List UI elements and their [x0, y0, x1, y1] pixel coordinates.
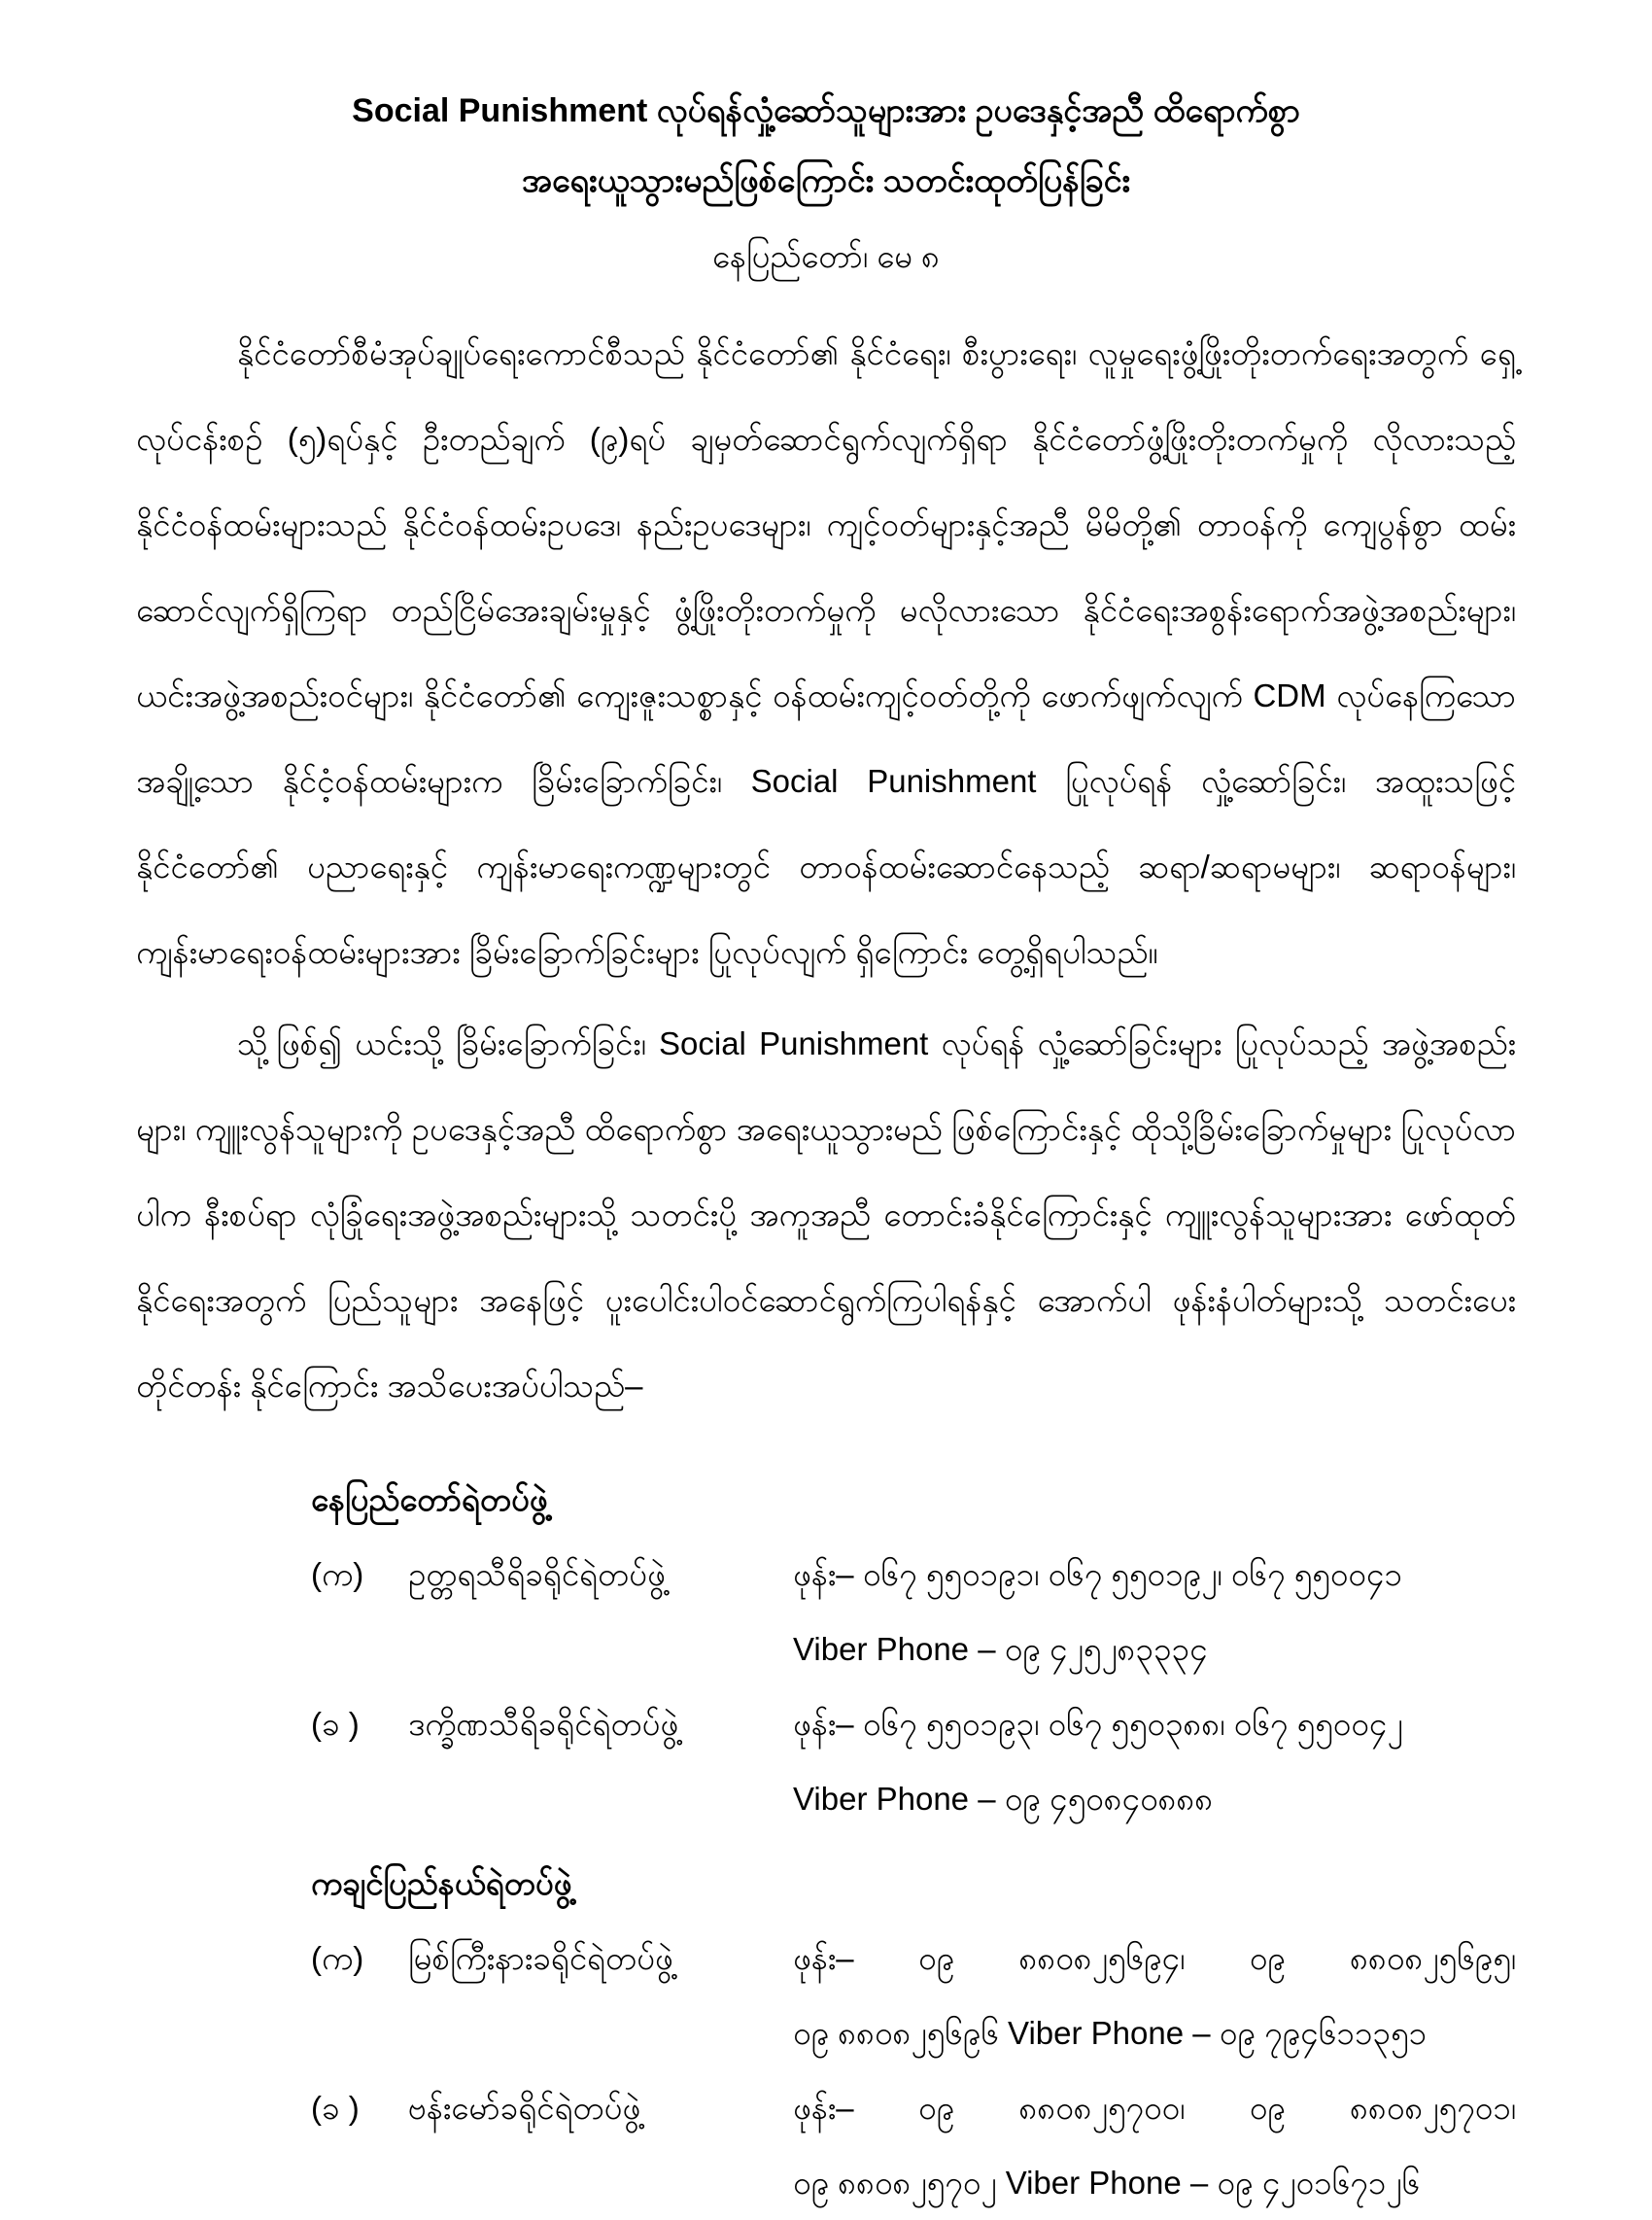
phone-line-1: ဖုန်း– ၀၉ ၈၈၀၈၂၅၇၀၀၊ ၀၉ ၈၈၀၈၂၅၇၀၁၊: [793, 2090, 1516, 2126]
list-item: [311, 1537, 1516, 1686]
contact-list: [311, 1462, 1516, 2220]
item-name: ဒက္ခိဏသီရိခရိုင်ရဲတပ်ဖွဲ့: [408, 1706, 679, 1742]
list-item: [311, 1686, 1516, 1836]
item-label: (က): [311, 1556, 364, 1592]
phone-line-2: Viber Phone – ၀၉ ၄၅၀၈၄၀၈၈၈: [793, 1781, 1214, 1817]
list-item: [311, 1921, 1516, 2070]
dateline: နေပြည်တော်၊ မေ ၈: [711, 238, 941, 274]
phone-line-2: Viber Phone – ၀၉ ၄၂၅၂၈၃၃၃၄: [793, 1631, 1208, 1667]
item-phones: [793, 2070, 1516, 2220]
item-label: (ခ ): [311, 1706, 360, 1742]
item-name: ဗန်းမော်ခရိုင်ရဲတပ်ဖွဲ့: [408, 2090, 641, 2126]
title-line-2: အရေးယူသွားမည်ဖြစ်ကြောင်း သတင်းထုတ်ပြန်ခြင်း: [521, 162, 1131, 199]
phone-line-1: ဖုန်း– ၀၆၇ ၅၅၀၁၉၃၊ ၀၆၇ ၅၅၀၃၈၈၊ ၀၆၇ ၅၅၀၀၄၂: [793, 1706, 1403, 1742]
item-label: (က): [311, 1940, 364, 1976]
paragraph-2: သို့ဖြစ်၍ ယင်းသို့ ခြိမ်းခြောက်ခြင်း၊ Social Punishment လုပ်ရန် လှုံ့ဆော်ခြင်းများ ပြုလုပ်သည့် အဖွဲ့အစည်းများ၊ ကျူးလွန်သူများကို ဥပဒေနှင့်အညီ ထိရောက်စွာ အရေးယူသွားမည် ဖြစ်ကြောင်းနှင့် ထိုသို့ခြိမ်းခြောက်မှုများ ပြုလုပ်လာပါက နီးစပ်ရာ လုံခြုံရေးအဖွဲ့အစည်းများသို့ သတင်းပို့ အကူအညီ တောင်းခံနိုင်ကြောင်းနှင့် ကျူးလွန်သူများအား ဖော်ထုတ်နိုင်ရေးအတွက် ပြည်သူများ အနေဖြင့် ပူးပေါင်းပါဝင်ဆောင်ရွက်ကြပါရန်နှင့် အောက်ပါ ဖုန်းနံပါတ်များသို့ သတင်းပေးတိုင်တန်း နိုင်ကြောင်း အသိပေးအပ်ပါသည်–: [136, 1025, 1516, 1404]
item-phones: [793, 1686, 1516, 1836]
phone-line-1: ဖုန်း– ၀၆၇ ၅၅၀၁၉၁၊ ၀၆၇ ၅၅၀၁၉၂၊ ၀၆၇ ၅၅၀၀၄၁: [793, 1556, 1402, 1592]
document-title: [136, 76, 1516, 216]
item-name: ဥတ္တရသီရိခရိုင်ရဲတပ်ဖွဲ့: [408, 1556, 666, 1592]
list-item: [311, 2070, 1516, 2220]
phone-line-1: ဖုန်း– ၀၉ ၈၈၀၈၂၅၆၉၄၊ ၀၉ ၈၈၀၈၂၅၆၉၅၊: [793, 1940, 1516, 1976]
title-line-1: Social Punishment လုပ်ရန်လှုံ့ဆော်သူများအား ဥပဒေနှင့်အညီ ထိရောက်စွာ: [352, 92, 1300, 129]
item-label: (ခ ): [311, 2090, 360, 2126]
item-phones: [793, 1537, 1516, 1686]
phone-line-2: ၀၉ ၈၈၀၈၂၅၇၀၂ Viber Phone – ၀၉ ၄၂၀၁၆၇၁၂၆: [793, 2165, 1421, 2201]
phone-line-2: ၀၉ ၈၈၀၈၂၅၆၉၆ Viber Phone – ၀၉ ၇၉၄၆၁၁၃၅၁: [793, 2015, 1428, 2051]
item-name: မြစ်ကြီးနားခရိုင်ရဲတပ်ဖွဲ့: [408, 1940, 673, 1976]
item-phones: [793, 1921, 1516, 2070]
paragraph-1: နိုင်ငံတော်စီမံအုပ်ချုပ်ရေးကောင်စီသည် နိုင်ငံတော်၏ နိုင်ငံရေး၊ စီးပွားရေး၊ လူမှုရေးဖွံ့ဖြိုးတိုးတက်ရေးအတွက် ရှေ့လုပ်ငန်းစဉ် (၅)ရပ်နှင့် ဦးတည်ချက် (၉)ရပ် ချမှတ်ဆောင်ရွက်လျက်ရှိရာ နိုင်ငံတော်ဖွံ့ဖြိုးတိုးတက်မှုကို လိုလားသည့် နိုင်ငံဝန်ထမ်းများသည် နိုင်ငံဝန်ထမ်းဥပဒေ၊ နည်းဥပဒေများ၊ ကျင့်ဝတ်များနှင့်အညီ မိမိတို့၏ တာဝန်ကို ကျေပွန်စွာ ထမ်းဆောင်လျက်ရှိကြရာ တည်ငြိမ်အေးချမ်းမှုနှင့် ဖွံ့ဖြိုးတိုးတက်မှုကို မလိုလားသော နိုင်ငံရေးအစွန်းရောက်အဖွဲ့အစည်းများ၊ ယင်းအဖွဲ့အစည်းဝင်များ၊ နိုင်ငံတော်၏ ကျေးဇူးသစ္စာနှင့် ဝန်ထမ်းကျင့်ဝတ်တို့ကို ဖောက်ဖျက်လျက် CDM လုပ်နေကြသော အချို့သော နိုင်ငံ့ဝန်ထမ်းများက ခြိမ်းခြောက်ခြင်း၊ Social Punishment ပြုလုပ်ရန် လှုံ့ဆော်ခြင်း၊ အထူးသဖြင့် နိုင်ငံတော်၏ ပညာရေးနှင့် ကျန်းမာရေးကဏ္ဍများတွင် တာဝန်ထမ်းဆောင်နေသည့် ဆရာ/ဆရာမများ၊ ဆရာဝန်များ၊ ကျန်းမာရေးဝန်ထမ်းများအား ခြိမ်းခြောက်ခြင်းများ ပြုလုပ်လျက် ရှိကြောင်း တွေ့ရှိရပါသည်။: [136, 335, 1516, 970]
section-heading-naypyitaw: နေပြည်တော်ရဲတပ်ဖွဲ့: [311, 1481, 548, 1517]
section-heading-kachin: ကချင်ပြည်နယ်ရဲတပ်ဖွဲ့: [311, 1865, 572, 1901]
